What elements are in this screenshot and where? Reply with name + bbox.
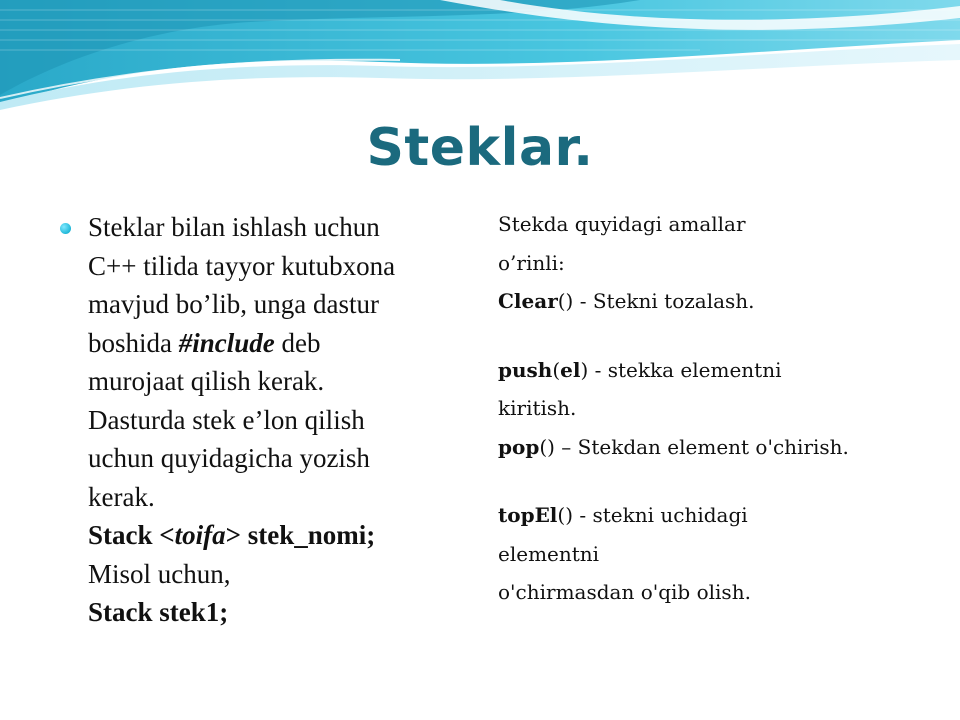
operation-name: Clear [498,289,558,313]
operation-desc: - stekka elementni [588,357,782,382]
operation-topel-cont2: o'chirmasdan o'qib olish. [498,580,751,604]
text-line: kerak. [88,481,155,512]
code-example: Stack stek1; [88,597,229,627]
type-placeholder: toifa [174,520,226,550]
bullet-icon [60,223,71,234]
operation-desc: () - stekni uchidagi [557,503,748,527]
text-line: Steklar bilan ishlash uchun [88,212,380,242]
left-bullet-block [60,208,470,632]
code-fragment: Stack < [88,520,175,550]
text-line: Misol uchun, [88,558,231,589]
code-fragment: > stek_nomi; [225,520,376,550]
text-line: C++ tilida tayyor kutubxona [88,250,396,281]
operation-arg: el [560,357,581,382]
operation-pop [498,428,938,467]
header-wave-decoration [0,0,960,112]
text-line: uchun quyidagicha yozish [88,443,370,473]
operation-topel-cont: elementni [498,541,600,566]
text-line: mavjud bo’lib, unga dastur [88,289,379,319]
operation-push-cont: kiritish. [498,396,577,420]
operation-paren: ) [580,357,589,382]
text-line: murojaat qilish kerak. [88,366,325,396]
operation-name: topEl [498,503,558,527]
text-line [88,324,470,363]
operation-push [498,351,938,390]
text-line: Dasturda stek e’lon qilish [88,404,365,435]
operation-topel [498,496,938,535]
operation-desc: () – Stekdan element o'chirish. [539,434,849,459]
operations-intro-cont: o’rinli: [498,250,565,275]
operations-intro: Stekda quyidagi amallar [498,212,746,236]
include-directive: #include [178,327,275,358]
left-bullet-text [88,208,470,632]
operation-desc: () - Stekni tozalash. [557,289,755,313]
slide-title: Steklar. [366,118,594,178]
text-fragment: boshida [88,327,179,358]
operation-name: push [498,357,553,382]
operations-list [498,205,938,612]
operation-clear [498,282,938,321]
code-declaration-syntax [88,516,470,555]
text-fragment: deb [274,327,321,358]
operation-name: pop [498,434,540,459]
operation-paren: ( [552,357,561,382]
